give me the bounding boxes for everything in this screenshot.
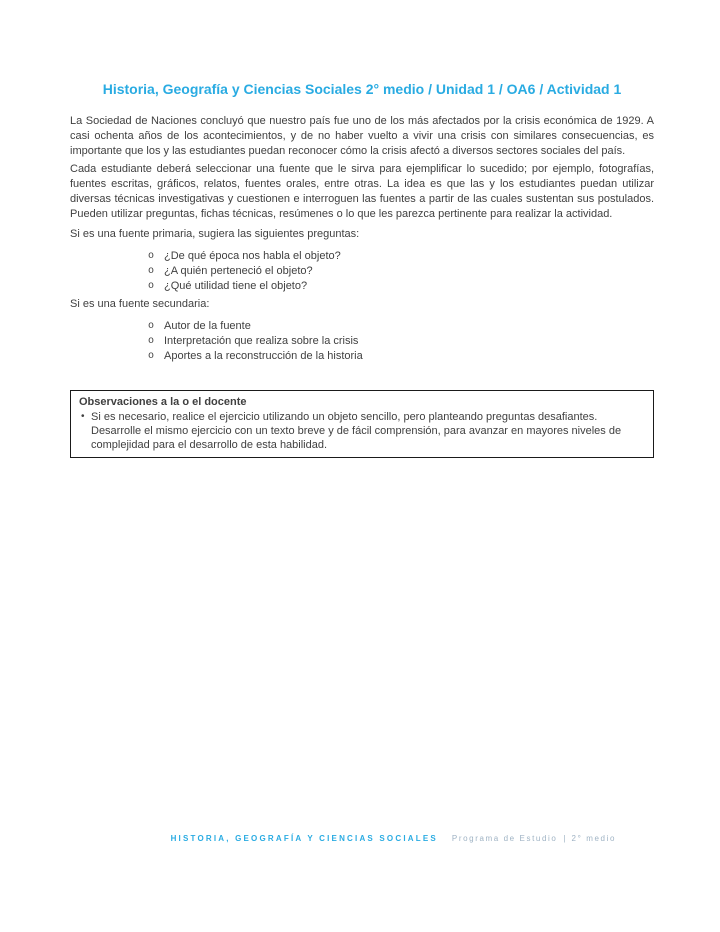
list-item-text: ¿Qué utilidad tiene el objeto?	[164, 280, 308, 292]
observations-box-title: Observaciones a la o el docente	[79, 396, 247, 408]
list-item-text: Autor de la fuente	[164, 320, 251, 332]
list-item	[148, 249, 654, 264]
list-item	[148, 264, 654, 279]
bullet-icon: o	[148, 251, 155, 262]
bullet-icon: o	[148, 351, 155, 362]
secondary-source-criteria-list	[70, 319, 654, 364]
bullet-icon: o	[148, 266, 155, 277]
footer-program-label: Programa de Estudio	[451, 834, 558, 843]
list-item-text: Aportes a la reconstrucción de la historia	[164, 350, 363, 362]
teacher-observations-box	[70, 390, 654, 458]
page-content	[0, 0, 720, 458]
list-item	[148, 349, 654, 364]
paragraph-intro-crisis: La Sociedad de Naciones concluyó que nuestro país fue uno de los más afectados por la crisis económica de 1929. A casi ochenta años de los acontecimientos, y de no haber vuelto a vivir una crisis con similares consecuencias, es importante que los y las estudiantes puedan reconocer cómo la crisis afectó a diversos sectores sociales del país.	[70, 115, 654, 157]
page-footer	[171, 834, 616, 843]
primary-source-intro: Si es una fuente primaria, sugiera las siguientes preguntas:	[70, 228, 360, 240]
observations-item	[79, 410, 645, 452]
footer-separator: |	[563, 834, 566, 843]
list-item	[148, 334, 654, 349]
footer-grade-label: 2° medio	[571, 834, 616, 843]
list-item-text: ¿De qué época nos habla el objeto?	[164, 250, 341, 262]
footer-subject-label: HISTORIA, GEOGRAFÍA Y CIENCIAS SOCIALES	[170, 834, 438, 843]
bullet-icon: o	[148, 281, 155, 292]
primary-source-question-list	[70, 249, 654, 294]
bullet-icon: o	[148, 336, 155, 347]
bullet-icon: •	[81, 411, 85, 422]
observations-item-text: Si es necesario, realice el ejercicio utilizando un objeto sencillo, pero planteando preguntas desafiantes. Desarrolle el mismo ejercicio con un texto breve y de fácil comprensión, para avanzar en mayores niveles de complejidad para el desarrollo de esta habilidad.	[91, 411, 622, 451]
page-title: Historia, Geografía y Ciencias Sociales 2° medio / Unidad 1 / OA6 / Actividad 1	[102, 81, 622, 97]
list-item	[148, 279, 654, 294]
list-item-text: ¿A quién perteneció el objeto?	[164, 265, 313, 277]
paragraph-activity-instructions: Cada estudiante deberá seleccionar una fuente que le sirva para ejemplificar lo sucedido; por ejemplo, fotografías, fuentes escritas, gráficos, relatos, fuentes orales, entre otras. La idea es que las y los estudiantes puedan utilizar diversas técnicas investigativas y cuestionen e interroguen las fuentes a partir de las cuales sustentan sus postulados. Pueden utilizar preguntas, fichas técnicas, resúmenes o lo que les parezca pertinente para realizar la actividad.	[70, 163, 654, 220]
list-item-text: Interpretación que realiza sobre la crisis	[164, 335, 359, 347]
secondary-source-intro: Si es una fuente secundaria:	[70, 298, 210, 310]
list-item	[148, 319, 654, 334]
bullet-icon: o	[148, 321, 155, 332]
